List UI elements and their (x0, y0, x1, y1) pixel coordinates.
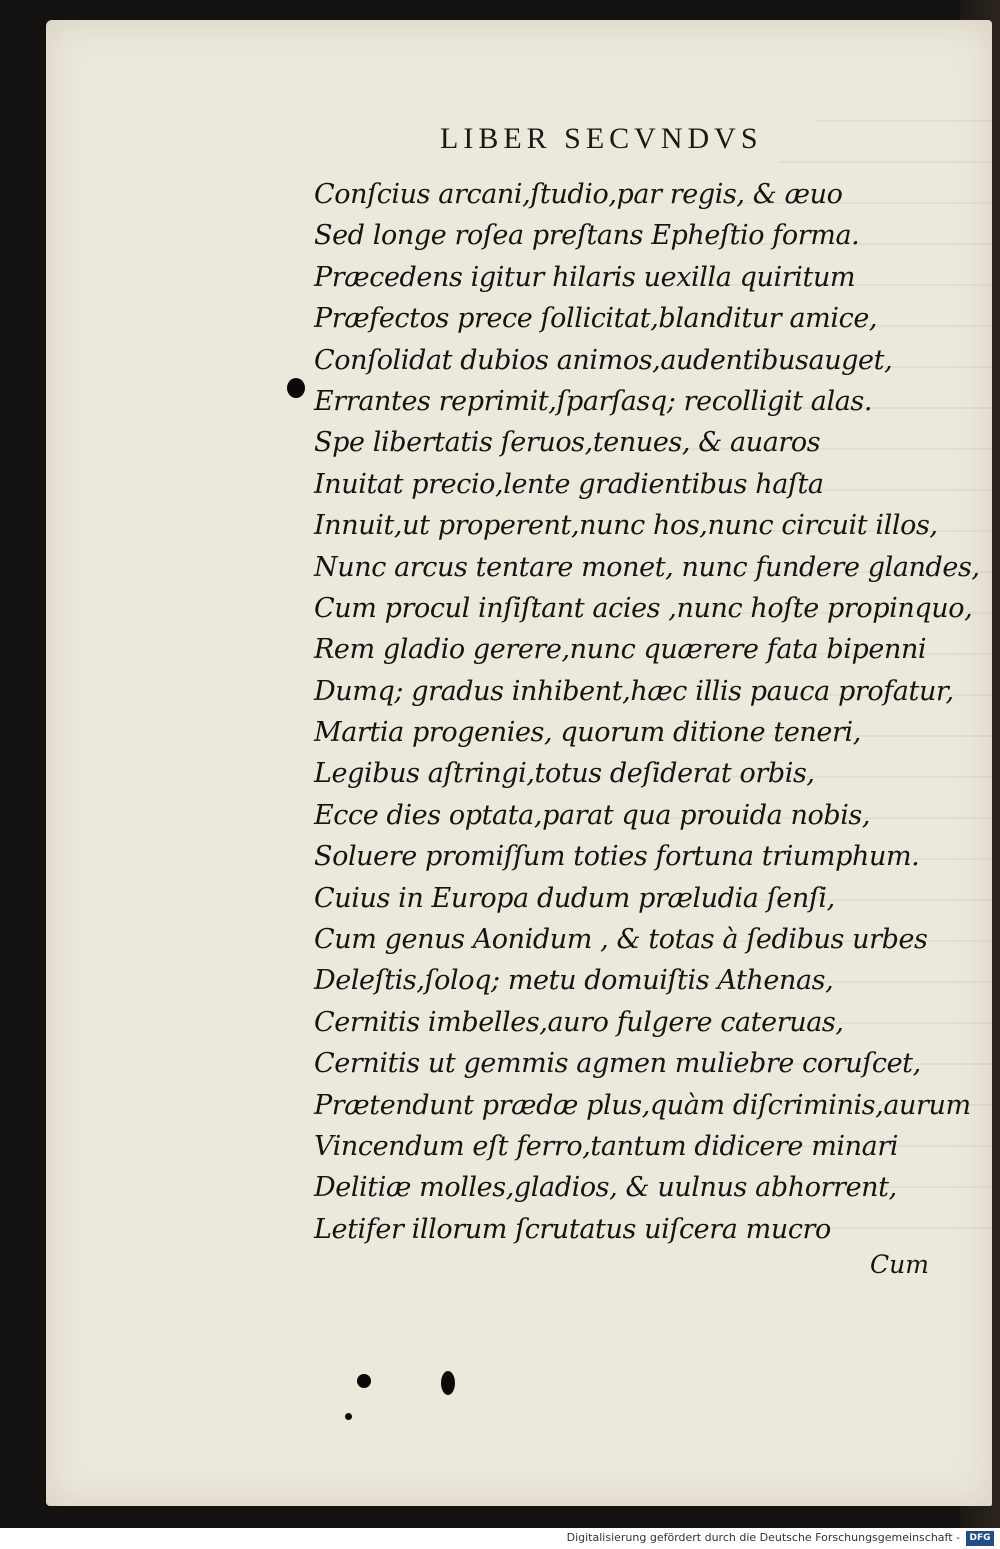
verse-line: Soluere promiſſum toties fortuna triumphum. (314, 841, 920, 873)
digitization-footer (0, 1528, 1000, 1549)
catchword: Cum (870, 1250, 929, 1279)
verse-line: Dumq; gradus inhibent,hæc illis pauca profatur, (314, 675, 954, 707)
verse-line: Præcedens igitur hilaris uexilla quiritum (314, 261, 856, 293)
footer-credit: Digitalisierung gefördert durch die Deutsche Forschungsgemeinschaft - (566, 1531, 960, 1544)
verse-line: Cuius in Europa dudum præludia ſenſi, (314, 882, 835, 914)
verse-line: Cum genus Aonidum , & totas à ſedibus urbes (314, 924, 928, 956)
verse-line: Letifer illorum ſcrutatus uiſcera mucro (314, 1213, 831, 1245)
verse-block (314, 174, 980, 1250)
dfg-logo-icon: DFG (966, 1531, 994, 1546)
ink-dot-small (345, 1413, 352, 1420)
verse-line: Deleſtis,ſoloq; metu domuiſtis Athenas, (314, 965, 834, 997)
verse-line: Legibus aſtringi,totus deſiderat orbis, (314, 758, 815, 790)
bleed-stroke (816, 120, 992, 122)
verse-line: Præfectos prece ſollicitat,blanditur amice, (314, 303, 878, 335)
verse-line: Vincendum eſt ferro,tantum didicere minari (314, 1130, 899, 1162)
verse-line: Nunc arcus tentare monet, nunc fundere glandes, (314, 551, 980, 583)
verse-line: Errantes reprimit,ſparſasq; recolligit alas. (314, 385, 873, 417)
running-head: LIBER SECVNDVS (440, 122, 763, 155)
verse-line: Martia progenies, quorum ditione teneri, (314, 717, 861, 749)
bleed-stroke (779, 161, 992, 163)
ink-dot-margin (287, 378, 305, 398)
verse-line: Ecce dies optata,parat qua prouida nobis, (314, 799, 871, 831)
verse-line: Rem gladio gerere,nunc quærere fata bipenni (314, 634, 927, 666)
verse-line: Conſolidat dubios animos,audentibusauget, (314, 344, 893, 376)
verse-line: Cum procul inſiſtant acies ,nunc hoſte propinquo, (314, 592, 973, 624)
verse-line: Prætendunt prædæ plus,quàm diſcriminis,aurum (314, 1089, 971, 1121)
verse-line: Innuit,ut properent,nunc hos,nunc circuit illos, (314, 510, 938, 542)
verse-line: Sed longe roſea preſtans Epheſtio forma. (314, 220, 860, 252)
verse-line: Conſcius arcani,ſtudio,par regis, & æuo (314, 179, 843, 210)
verse-line: Cernitis ut gemmis agmen muliebre coruſcet, (314, 1048, 921, 1080)
verse-line: Spe libertatis ſeruos,tenues, & auaros (314, 427, 821, 459)
ink-dot-lower-left (357, 1374, 371, 1388)
verse-line: Inuitat precio,lente gradientibus haſta (314, 468, 824, 500)
verse-line: Delitiæ molles,gladios, & uulnus abhorrent, (314, 1172, 897, 1204)
ink-dot-lower-right (441, 1371, 455, 1395)
verse-line: Cernitis imbelles,auro fulgere cateruas, (314, 1006, 844, 1038)
book-page (46, 20, 992, 1506)
